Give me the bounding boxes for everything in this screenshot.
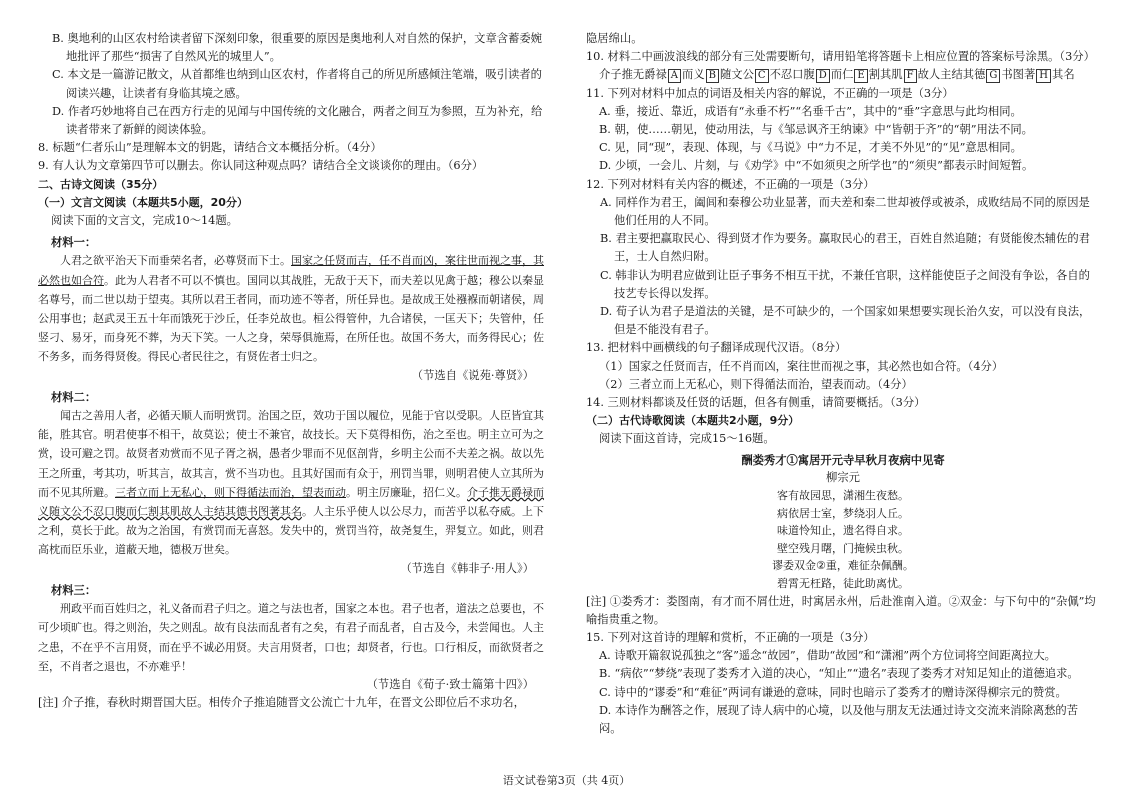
q10-mark-box: E (854, 69, 867, 83)
material-two-label: 材料二： (51, 389, 97, 404)
left_col-line: B. 奥地利的山区农村给读者留下深刻印象，很重要的原因是奥地利人对自然的保护，文章含蓄委婉地批评了那些“损害了自然风光的城里人”。 (52, 32, 542, 64)
r_mid-line: B. 君主要把赢取民心、得到贤才作为要务。赢取民心的君王，百姓自然追随；有贤能俊杰辅佐的君王，士人自然归附。 (600, 232, 1090, 264)
left_col-line: （一）文言文阅读（本题共5小题，20分） (38, 195, 248, 209)
r_mid-line: 阅读下面这首诗，完成15～16题。 (599, 432, 775, 446)
r_bot-line: [注] ①娄秀才：娄图南，有才而不屑仕进，时寓居永州，后赴淮南入道。②双金：与下句中的“杂佩”均喻指贵重之物。 (586, 594, 1096, 626)
q10-mark-box: G (986, 69, 1000, 83)
poem-line: 壁空残月曙，门掩候虫秋。 (777, 541, 909, 555)
q10-mark-box: D (816, 69, 830, 83)
q10-segment: 而仁 (830, 68, 854, 82)
r_mid-line: 11. 下列对材料中加点的词语及相关内容的解说，不正确的一项是（3分） (586, 86, 954, 100)
left_col-line: 8. 标题“仁者乐山”是理解本文的钥匙，请结合文本概括分析。（4分） (38, 141, 382, 155)
r_top-line: 隐居绵山。 (586, 32, 643, 45)
source-one: （节选自《说苑·尊贤》） (411, 368, 534, 382)
q10-segment: 书图著 (1001, 68, 1036, 82)
left_col-line: 材料一： (51, 235, 97, 250)
poem-title: 酬娄秀才①寓居开元寺早秋月夜病中见寄 (741, 452, 945, 467)
left_col-line: 9. 有人认为文章第四节可以删去。你认同这种观点吗？请结合全文谈谈你的理由。（6分） (38, 159, 484, 173)
q10-mark-box: C (755, 69, 769, 83)
r_mid-line: （二）古代诗歌阅读（本题共2小题，9分） (586, 414, 800, 428)
q10-segment: 故人主结其德 (917, 68, 986, 82)
m2-pre: 闻古之善用人者，必循天顺人而明赏罚。治国之臣，效功于国以履位，见能于官以受职。人臣皆宜其能，胜其官。明君使事不相干，故莫讼；使士不兼官，故技长。天下莫得相伤，治之至也。明主立可为之赏，设可避之罚。故贤者劝赏而不见子胥之祸，愚者少罪而不见伛剖背，乡明主公而不夫差之祸。故以先王之所重，考其功，听其言，故其言，赏不当功也。且其好国而有众于，刑罚当罪，则明君使人立其所为而不见其所避。 (38, 409, 544, 499)
material-three-text: 刑政平而百姓归之，礼义备而君子归之。道之与法也者，国家之本也。君子也者，道法之总要也，不可少顷旷也。得之则治，失之则乱。故有良法而乱者有之矣，有君子而乱者，自古及今，未尝闻也。人主之患，不在乎不言用贤，而在乎不诚必用贤。夫言用贤者，口也；却贤者，行也。口行相反，而欲贤者之至，不肖者之退也，不亦难乎！ (38, 602, 544, 673)
r_top-line: 10. 材料二中画波浪线的部分有三处需要断句，请用铅笔将答题卡上相应位置的答案标号涂黑。（3分） (586, 50, 1095, 64)
r_mid-line: C. 见，同“现”，表现、体现，与《马说》中“力不足，才美不外见”的“见”意思相同。 (599, 141, 1022, 155)
m1-underline: 国家之任贤而吉，任不肖而凶，案往世而视之事，其必然也如合符 (38, 254, 544, 287)
source-three: （节选自《荀子·致士篇第十四》） (366, 677, 534, 691)
r_mid-line: D. 少顷，一会儿、片刻，与《劝学》中“不如须臾之所学也”的“须臾”都表示时间短暂。 (599, 159, 1034, 173)
r_mid-line: A. 同样作为君王，阖闾和秦穆公功业显著，而夫差和秦二世却被俘或被杀，成败结局不同的原因是他们任用的人不同。 (600, 195, 1090, 228)
poem-body (586, 487, 1100, 593)
m2-mid: 。明主厉廉耻，招仁义。 (346, 485, 467, 499)
r_bot-line: D. 本诗作为酬答之作，展现了诗人病中的心境，以及他与朋友无法通过诗文交流来消除离愁的苦闷。 (599, 703, 1079, 736)
left-top-block (38, 30, 550, 251)
m1-post: 。此为人君者不可以不慎也。国同以其战胜，无敌于天下，而夫差以见禽于越；穆公以秦显名尊号，而二世以劫于望夷。其所以君王者同，而功迹不等者，所任异也。是故成王处襁褓而朝诸侯，周公用事也；赵武灵王五十年而饿死于沙丘，任李兑故也。桓公得管仲，九合诸侯，一匡天下；失管仲，任竖刁、易牙，而身死不葬，为天下笑。一人之身，荣辱俱施焉，在所任也。故国不务大，而务得民心；佐不务多，而务得贤俊。得民心者民往之，有贤佐者士归之。 (38, 273, 544, 364)
r_mid-line: B. 朝，使……朝见，使动用法，与《邹忌讽齐王纳谏》中“皆朝于齐”的“朝”用法不同。 (599, 123, 1033, 137)
left_col-line: D. 作者巧妙地将自己在西方行走的见闻与中国传统的文化融合，两者之间互为参照，互为补充，给读者带来了新鲜的阅读体验。 (52, 104, 543, 137)
poem-author: 柳宗元 (826, 470, 860, 484)
material-one-text (38, 251, 550, 366)
m2-post: 。人主乐乎使人以公尽力，而苦乎以私夺威。上下之利，莫长于此。故为之治国，有赏罚而无喜怒。发失中的，赏罚当符，故尧复生，羿复立。如此，则君高枕而臣乐业，道蔽天地，德极万世矣。 (38, 505, 544, 557)
q10-segment: 其名 (1052, 68, 1075, 82)
left-column (38, 30, 550, 712)
poem-line: 谬委双金②重，难征杂佩酬。 (772, 559, 914, 573)
material-two-text (38, 406, 550, 560)
q10-mark-box: H (1036, 69, 1051, 83)
source-two: （节选自《韩非子·用人》） (400, 561, 534, 575)
q10-segment: 介子推无爵禄 (599, 68, 667, 82)
q10-segment: 随文公 (720, 68, 754, 82)
m2-wavy: 介子推无爵禄而义随文公不忍口腹而仁割其肌故人主结其德书图著其名 (38, 485, 544, 519)
right-questions-block (586, 85, 1100, 449)
q10-mark-box: B (706, 69, 719, 83)
r_mid-line: C. 韩非认为明君应做到让臣子事务不相互干扰，不兼任官职，这样能使臣子之间没有争讼，各自的技艺专长得以发挥。 (600, 268, 1090, 300)
m1-pre: 人君之欲平治天下而垂荣名者，必尊贤而下士。 (60, 254, 291, 268)
page-footer: 语文试卷第3页（共 4页） (502, 774, 631, 787)
q10-mark-box: A (668, 69, 681, 83)
q10-segment: 而义 (682, 68, 705, 82)
note-left: [注] 介子推，春秋时期晋国大臣。相传介子推追随晋文公流亡十九年，在晋文公即位后不求功名， (38, 696, 525, 710)
r_mid-line: （2）三者立而上无私心，则下得循法而治，望表而动。（4分） (599, 377, 913, 391)
q10-segment: 不忍口腹 (769, 68, 815, 82)
r_mid-line: D. 荀子认为君子是道法的关键，是不可缺少的，一个国家如果想要实现长治久安，可以没有良法，但是不能没有君子。 (600, 305, 1091, 337)
left_col-line: 二、古诗文阅读（35分） (38, 177, 164, 191)
poem-line: 味道怜知止，遗名得自求。 (777, 524, 909, 538)
m2-underline: 三者立而上无私心，则下得循法而治，望表而动 (115, 485, 346, 499)
material-three-label: 材料三： (51, 582, 97, 597)
right-column (586, 30, 1100, 738)
r_mid-line: 13. 把材料中画横线的句子翻译成现代汉语。（8分） (586, 341, 847, 355)
poem-line: 客有故园思，潇湘生夜愁。 (777, 489, 909, 503)
r_mid-line: 12. 下列对材料有关内容的概述，不正确的一项是（3分） (586, 177, 875, 191)
poem-line: 碧霄无枉路，徒此助离忧。 (777, 577, 909, 591)
right-bottom-block (586, 593, 1100, 739)
r_bot-line: 15. 下列对这首诗的理解和赏析，不正确的一项是（3分） (586, 631, 875, 645)
q10-segment: 割其肌 (868, 68, 903, 82)
r_mid-line: （1）国家之任贤而吉，任不肖而凶，案往世而视之事，其必然也如合符。（4分） (599, 359, 1004, 373)
r_bot-line: C. 诗中的“谬委”和“难征”两词有谦逊的意味，同时也暗示了娄秀才的赠诗深得柳宗元的赞赏。 (599, 685, 1067, 699)
q10-segmentation (586, 66, 1100, 84)
r_bot-line: A. 诗歌开篇叙说孤独之“客”遥念“故园”，借助“故园”和“潇湘”两个方位词将空间距离拉大。 (599, 649, 1056, 663)
r_bot-line: B. “病依”“梦绕”表现了娄秀才入道的决心，“知止”“遗名”表现了娄秀才对知足知止的道德追求。 (599, 667, 1079, 681)
right-top-block (586, 30, 1100, 66)
r_mid-line: 14. 三则材料都谈及任贤的话题，但各有侧重，请简要概括。（3分） (586, 396, 926, 410)
poem-line: 病依居士室，梦绕羽人丘。 (777, 506, 909, 520)
r_mid-line: A. 垂，接近、靠近，成语有“永垂不朽”“名垂千古”，其中的“垂”字意思与此均相同。 (599, 104, 1022, 118)
q10-mark-box: F (904, 69, 917, 83)
left_col-line: 阅读下面的文言文，完成10～14题。 (51, 214, 238, 228)
left_col-line: C. 本文是一篇游记散文，从首都维也纳到山区农村，作者将自己的所见所感倾注笔端，吸引读者的阅读兴趣，让读者有身临其境之感。 (52, 68, 542, 100)
